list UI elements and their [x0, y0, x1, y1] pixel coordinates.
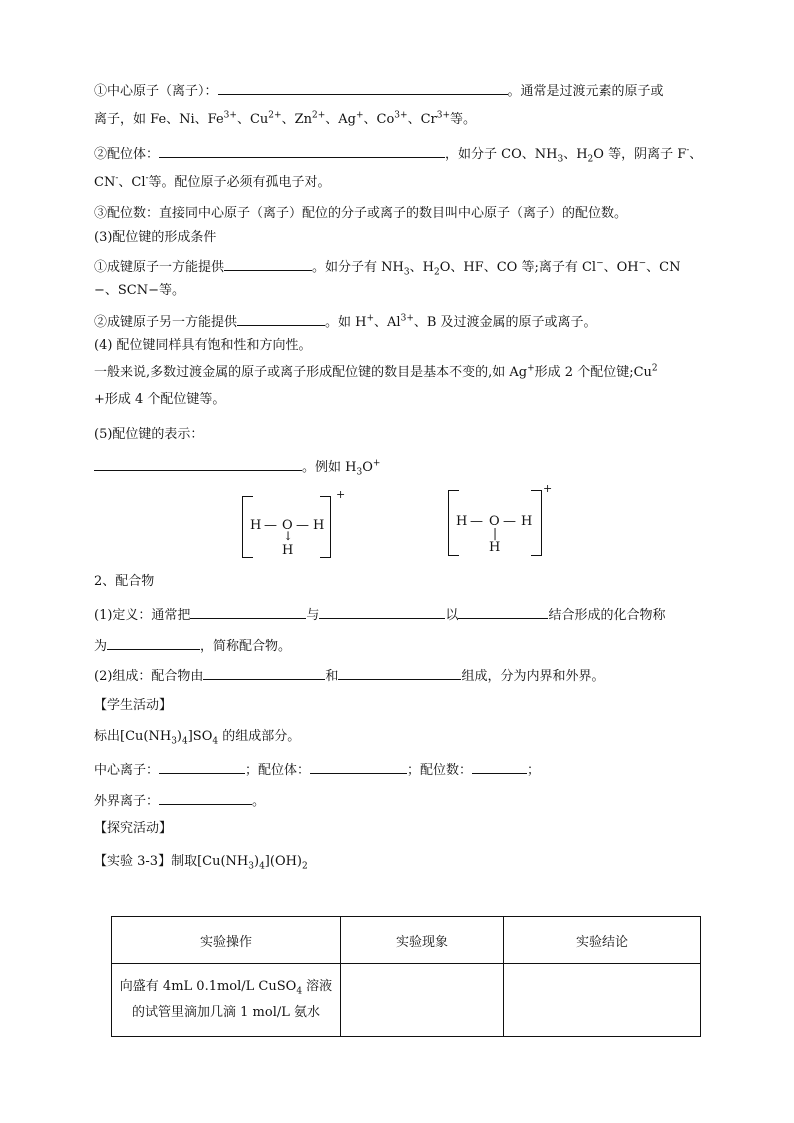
superscript: 3+: [400, 313, 414, 324]
table-row: [112, 964, 701, 1037]
subscript: 2: [302, 861, 308, 872]
superscript: +: [366, 313, 375, 324]
text: ①成键原子一方能提供: [94, 260, 225, 275]
text: ②配位体：: [94, 147, 160, 162]
text: 。通常是过渡元素的原子或: [507, 84, 664, 99]
blank-ligand[interactable]: [159, 143, 445, 158]
text: 与: [306, 608, 320, 623]
blank-ligand-answer[interactable]: [310, 759, 407, 774]
ligand-examples-line: [94, 174, 331, 192]
text: 。例如 H: [302, 460, 357, 475]
text: 的组成部分。: [218, 729, 301, 744]
explore-activity-heading: 【探究活动】: [94, 821, 173, 836]
header-phenomenon: 实验现象: [341, 917, 504, 964]
text: 【实验 3-3】制取[Cu(NH: [94, 854, 249, 869]
condition-one-line: [94, 256, 680, 277]
atom-h-right: H: [521, 514, 533, 529]
blank-outer-ion[interactable]: [159, 790, 252, 805]
blank-provide-two[interactable]: [237, 311, 325, 326]
text: O、HF、CO 等;离子有 Cl: [439, 260, 597, 275]
general-rule-continued: +形成 4 个配位键等。: [94, 392, 226, 407]
atom-h-left: H: [456, 514, 468, 529]
superscript: −: [596, 258, 604, 269]
text: 标出[Cu(NH: [94, 729, 172, 744]
text: O: [362, 460, 373, 475]
subscript: 3: [171, 736, 177, 747]
text: 形成 2 个配位键;Cu: [534, 365, 652, 380]
text: ②成键原子另一方能提供: [94, 315, 238, 330]
text: ①中心原子（离子）：: [94, 84, 218, 99]
text: 溶液: [302, 979, 333, 994]
subscript: 3: [356, 467, 363, 478]
header-conclusion: 实验结论: [504, 917, 701, 964]
bond-dash: —: [296, 518, 309, 533]
blank-def-two[interactable]: [319, 604, 445, 619]
text: 。如分子有 NH: [312, 260, 404, 275]
text: ；配位体：: [245, 763, 311, 778]
text: 为: [94, 639, 108, 654]
superscript: −: [638, 258, 647, 269]
formation-conditions-heading: (3)配位键的形成条件: [94, 230, 217, 245]
text: 和: [325, 669, 339, 684]
text: 、B 及过渡金属的原子或离子。: [413, 315, 597, 330]
central-atom-examples-line: [94, 111, 476, 129]
atom-h-left: H: [250, 518, 262, 533]
superscript: -: [686, 145, 690, 156]
blank-coordination-number[interactable]: [472, 759, 527, 774]
bond-dash: —: [264, 518, 277, 533]
answer-line-two: [94, 790, 265, 811]
superscript: -: [115, 173, 119, 184]
subscript: 4: [296, 986, 303, 997]
superscript: 3+: [436, 110, 451, 121]
subscript: 4: [182, 736, 188, 747]
central-atom-line: [94, 80, 664, 101]
text: 离子，如 Fe、Ni、Fe: [94, 112, 224, 127]
condition-two-line: [94, 311, 597, 332]
text: ](OH): [264, 854, 303, 869]
text: 、: [689, 147, 703, 162]
superscript: +: [355, 110, 364, 121]
text: 、Cu: [236, 112, 269, 127]
text: ): [176, 729, 182, 744]
text: CN: [94, 175, 116, 190]
general-rule-line: [94, 364, 658, 382]
text: 。: [252, 794, 266, 809]
text: 、H: [563, 147, 588, 162]
superscript: 2: [651, 363, 658, 374]
text: ，简称配合物。: [200, 639, 292, 654]
right-bracket: [531, 490, 542, 556]
text: 一般来说,多数过渡金属的原子或离子形成配位键的数目是基本不变的,如 Ag: [94, 365, 528, 380]
atom-h-right: H: [313, 518, 325, 533]
blank-representation[interactable]: [94, 456, 302, 471]
blank-comp-two[interactable]: [338, 665, 461, 680]
superscript: +: [527, 363, 535, 374]
blank-comp-one[interactable]: [203, 665, 325, 680]
table-header-row: [112, 917, 701, 964]
text: 、CN: [646, 260, 681, 275]
section-complex-heading: 2、配合物: [94, 574, 155, 589]
superscript: 3+: [394, 110, 408, 121]
experiment-title: [94, 853, 308, 871]
text: 、Ag: [325, 112, 356, 127]
representation-line: [94, 456, 380, 477]
blank-provide-one[interactable]: [224, 256, 312, 271]
subscript: 3: [557, 154, 564, 165]
text: ，如分子 CO、NH: [445, 147, 558, 162]
blank-def-three[interactable]: [458, 604, 548, 619]
text: 结合形成的化合物称: [548, 608, 666, 623]
text: 外界离子：: [94, 794, 160, 809]
superscript: +: [372, 458, 381, 469]
text: 、Cl: [118, 175, 146, 190]
saturation-line: (4) 配位键同样具有饱和性和方向性。: [94, 338, 312, 353]
superscript: 2+: [268, 110, 282, 121]
text: 、OH: [603, 260, 639, 275]
subscript: 2: [433, 267, 440, 278]
label-task-line: [94, 728, 300, 746]
answer-line-one: [94, 759, 540, 780]
text: 中心离子：: [94, 763, 160, 778]
bond-dash: —: [470, 514, 483, 529]
cell-phenomenon[interactable]: [341, 964, 504, 1037]
operation-line-two: 的试管里滴加几滴 1 mol/L 氨水: [132, 1005, 320, 1020]
charge-plus: +: [543, 482, 553, 495]
cell-conclusion[interactable]: [504, 964, 701, 1037]
subscript: 4: [212, 736, 219, 747]
text: 等。: [450, 112, 477, 127]
header-operation: 实验操作: [112, 917, 341, 964]
charge-plus: +: [336, 488, 346, 501]
subscript: 3: [248, 861, 254, 872]
definition-continued: [94, 635, 291, 656]
student-activity-heading: 【学生活动】: [94, 698, 173, 713]
coordination-number-line: ③配位数：直接同中心原子（离子）配位的分子或离子的数目叫中心原子（离子）的配位数。: [94, 206, 628, 221]
text: 、Co: [363, 112, 395, 127]
experiment-table: [111, 916, 701, 1037]
bond-line: |: [493, 526, 498, 540]
atom-o: O: [489, 514, 500, 529]
coordinate-arrow-icon: ↓: [283, 529, 294, 543]
condition-one-continued: −、SCN−等。: [94, 283, 186, 298]
text: O 等，阴离子 F: [593, 147, 687, 162]
blank-def-one[interactable]: [190, 604, 306, 619]
cell-operation: [112, 964, 341, 1037]
text: 、Cr: [407, 112, 437, 127]
text: 、Al: [374, 315, 401, 330]
atom-h-bottom: H: [282, 543, 294, 558]
text: ；配位数：: [407, 763, 473, 778]
operation-line-one: [113, 974, 339, 1000]
subscript: 3: [403, 267, 410, 278]
text: ；: [527, 763, 541, 778]
superscript: 2+: [311, 110, 326, 121]
text: 以: [445, 608, 459, 623]
ligand-line: [94, 143, 702, 164]
composition-line: [94, 665, 604, 686]
blank-central-ion[interactable]: [159, 759, 245, 774]
atom-o: O: [282, 518, 293, 533]
text: (2)组成：配合物由: [94, 669, 204, 684]
superscript: 3+: [223, 110, 237, 121]
text: 、Zn: [281, 112, 312, 127]
representation-heading: (5)配位键的表示：: [94, 427, 204, 442]
atom-h-bottom: H: [489, 540, 501, 555]
text: 组成，分为内界和外界。: [461, 669, 605, 684]
text: 。如 H: [325, 315, 367, 330]
blank-central-atom[interactable]: [218, 80, 508, 95]
blank-def-four[interactable]: [107, 635, 200, 650]
subscript: 4: [259, 861, 265, 872]
text: ]SO: [187, 729, 213, 744]
text: 等。配位原子必须有孤电子对。: [148, 175, 331, 190]
text: ): [253, 854, 260, 869]
superscript: -: [145, 173, 149, 184]
text: 、H: [409, 260, 434, 275]
text: (1)定义：通常把: [94, 608, 191, 623]
bond-dash: —: [503, 514, 516, 529]
text: 向盛有 4mL 0.1mol/L CuSO: [119, 979, 297, 994]
subscript: 2: [587, 154, 594, 165]
definition-line: [94, 604, 665, 625]
